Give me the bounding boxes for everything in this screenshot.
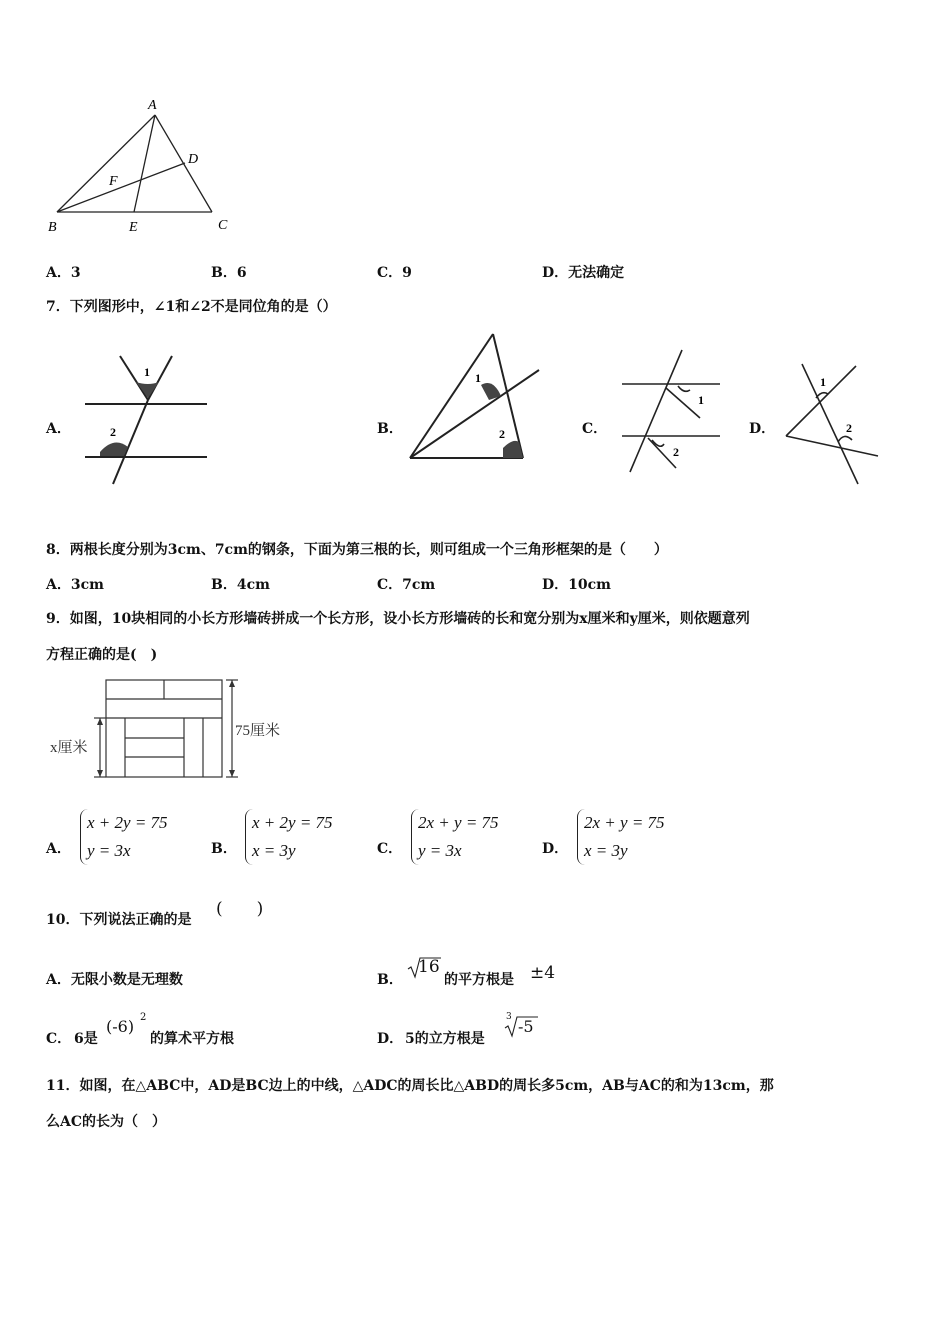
q9-stem-line2: 方程正确的是( ) [46,647,158,663]
q8-stem: 8．两根长度分别为3cm、7cm的钢条，下面为第三根的长，则可组成一个三角形框架的是（ ） [46,542,668,558]
q9-label-75-cm: 75厘米 [235,723,281,739]
q10-c-text: 的算术平方根 [150,1031,234,1047]
q8-option-d: D．10cm [542,577,611,593]
q9-option-d-letter: D． [542,841,569,857]
q9-stem-line1: 9．如图，10块相同的小长方形墙砖拼成一个长方形，设小长方形墙砖的长和宽分别为x厘米和y厘米，则依题意列 [46,611,750,627]
q9-option-a-system: x + 2y = 75 y = 3x [80,809,168,865]
q10-c-exp: 2 [140,1012,147,1023]
q7-option-c-letter: C． [582,421,608,437]
q9-option-c-letter: C． [377,841,403,857]
q7c-angle-2: 2 [673,445,679,459]
q7d-angle-1: 1 [820,375,826,389]
label-b: B [48,220,57,235]
q7-figure-c [618,346,728,476]
q10-c-expr: (-6) [106,1017,135,1036]
q6-option-d: D．无法确定 [542,265,625,281]
q10-paren: ( ) [216,899,264,919]
label-d: D [188,152,199,167]
q6-option-a: A．3 [46,265,81,281]
q6-option-c: C．9 [377,265,412,281]
q10-b-value: ±4 [530,963,556,983]
q9-brick-figure [48,675,298,785]
q9-option-c-system: 2x + y = 75 y = 3x [411,809,499,865]
q7b-angle-2: 2 [499,427,505,441]
q11-line2: 么AC的长为（ ） [46,1114,167,1130]
q10-b-radicand: 16 [418,957,440,977]
q10-d-text: 5的立方根是 [405,1031,485,1047]
q10-d-radicand: -5 [518,1017,534,1036]
q7-figure-b [405,330,545,470]
q10-c-pre: 6是 [74,1031,98,1047]
q7b-angle-1: 1 [475,371,481,385]
label-a: A [148,98,157,113]
q10-option-a: A．无限小数是无理数 [46,972,183,988]
label-e: E [129,220,138,235]
q7a-angle-1: 1 [144,365,150,379]
q7c-angle-1: 1 [698,393,704,407]
q7-option-a-letter: A． [46,421,71,437]
q10-option-d-letter: D． [377,1031,404,1047]
q9-option-b-letter: B． [211,841,237,857]
q7-figure-a [80,352,215,487]
q10-stem: 10．下列说法正确的是 [46,912,192,928]
q7-option-d-letter: D． [749,421,776,437]
q9-label-x-cm: x厘米 [50,740,88,756]
q9-option-b-system: x + 2y = 75 x = 3y [245,809,333,865]
q7a-angle-2: 2 [110,425,116,439]
q7-option-b-letter: B． [377,421,403,437]
q10-option-c-letter: C． [46,1031,72,1047]
q9-option-a-letter: A． [46,841,71,857]
q10-option-b-letter: B． [377,972,403,988]
q7d-angle-2: 2 [846,421,852,435]
triangle-abc-figure [40,95,250,240]
q8-option-a: A．3cm [46,577,104,593]
q11-line1: 11．如图，在△ABC中，AD是BC边上的中线，△ADC的周长比△ABD的周长多5cm，AB与AC的和为13cm，那 [46,1078,774,1094]
q8-option-c: C．7cm [377,577,436,593]
label-c: C [218,218,228,233]
label-f: F [109,174,118,189]
q10-b-text: 的平方根是 [444,972,514,988]
q10-d-index: 3 [506,1012,512,1022]
q9-option-d-system: 2x + y = 75 x = 3y [577,809,665,865]
q6-option-b: B．6 [211,265,247,281]
q7-figure-d [780,360,885,490]
q8-option-b: B．4cm [211,577,270,593]
q7-stem: 7．下列图形中，∠1和∠2不是同位角的是（） [46,299,337,315]
